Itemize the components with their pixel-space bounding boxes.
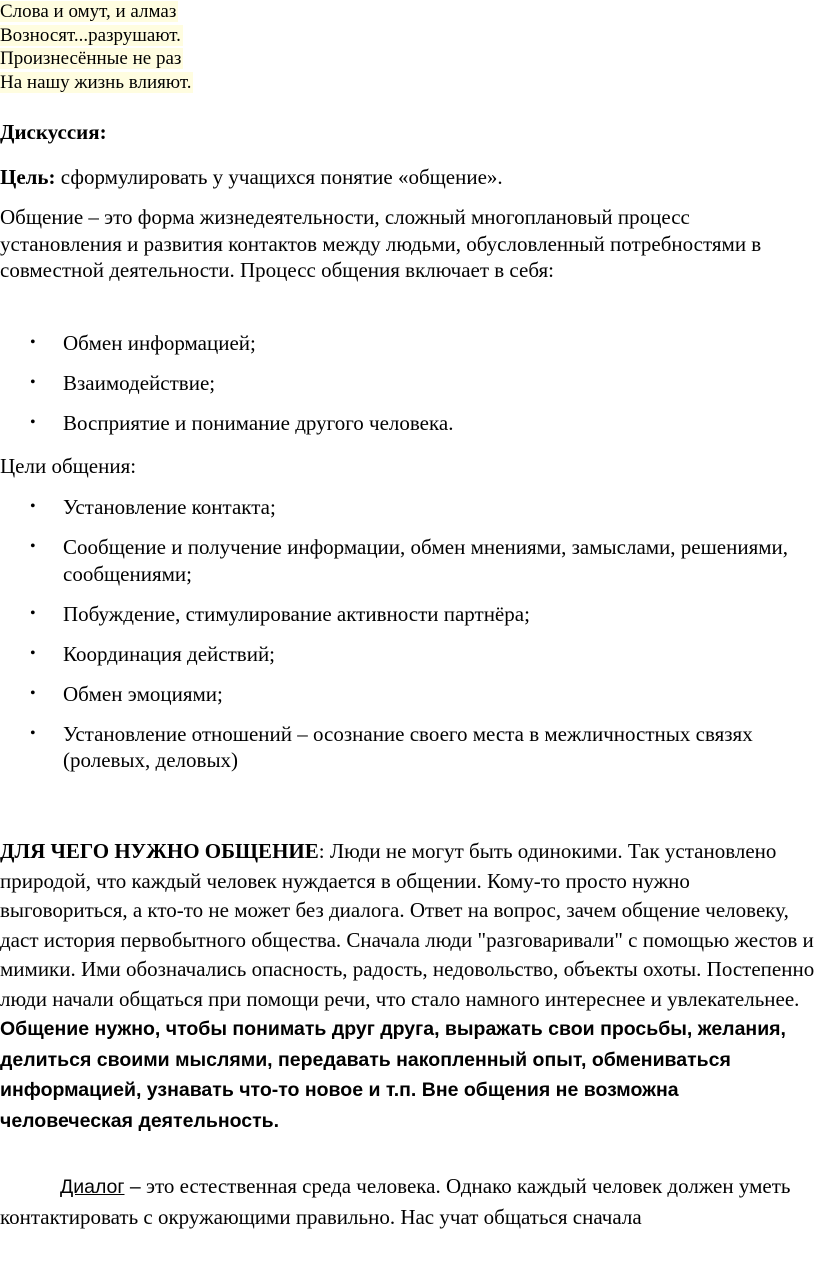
definition-paragraph: Общение – это форма жизнедеятельности, сложный многоплановый процесс установления и развития контактов между людьми, обусловленный потребностями в совместной деятельности. Процесс общения включает в себя: (0, 205, 762, 282)
poem-line: Произнесённые не раз (0, 48, 182, 70)
dialog-word: Диалог (60, 1176, 125, 1198)
list-item: • Сообщение и получение информации, обмен мнениями, замыслами, решениями, сообщениями; (0, 534, 816, 587)
goal-paragraph (0, 164, 816, 191)
poem-line: Возносят...разрушают. (0, 24, 181, 46)
poem-line: Слова и омут, и алмаз (0, 1, 177, 22)
list-item: • Обмен эмоциями; (0, 681, 816, 708)
poem (0, 0, 193, 94)
goals-heading: Цели общения: (0, 454, 137, 478)
why-bold-text: Общение нужно, чтобы понимать друг друга, выражать свои просьбы, желания, делиться своими мыслями, передавать накопленный опыт, обмениваться информацией, узнавать что-то новое и т.п. Вне общения не возможна человеческая деятельность. (0, 1018, 786, 1132)
list-item: • Восприятие и понимание другого человека. (0, 410, 816, 437)
list-item: • Побуждение, стимулирование активности партнёра; (0, 601, 816, 628)
process-list (0, 330, 816, 437)
why-text: : Люди не могут быть одинокими. Так установлено природой, что каждый человек нуждается в общении. Кому-то просто нужно выговориться, а кто-то не может без диалога. Ответ на вопрос, зачем общение человеку, даст история первобытного общества. Сначала люди "разговаривали" с помощью жестов и мимики. Ими обозначались опасность, радость, недовольство, объекты охоты. Постепенно люди начали общаться при помощи речи, что стало намного интереснее и увлекательнее. (0, 839, 815, 1011)
list-item: • Установление отношений – осознание своего места в межличностных связях (ролевых, деловых) (0, 721, 816, 774)
list-item: • Установление контакта; (0, 494, 816, 521)
dialog-text: это естественная среда человека. Однако каждый человек должен уметь контактировать с окружающими правильно. Нас учат общаться сначала (0, 1174, 791, 1229)
list-item: • Обмен информацией; (0, 330, 816, 357)
dialog-dash: – (124, 1176, 141, 1198)
why-heading: ДЛЯ ЧЕГО НУЖНО ОБЩЕНИЕ (0, 839, 319, 863)
list-item: • Координация действий; (0, 641, 816, 668)
list-item: • Взаимодействие; (0, 370, 816, 397)
goal-text: сформулировать у учащихся понятие «общение». (55, 165, 503, 189)
goal-label: Цель: (0, 165, 56, 189)
discussion-heading: Дискуссия: (0, 120, 107, 144)
poem-line: На нашу жизнь влияют. (0, 71, 192, 93)
goals-list (0, 494, 816, 774)
why-paragraph (0, 837, 816, 1136)
dialog-paragraph (0, 1172, 816, 1232)
